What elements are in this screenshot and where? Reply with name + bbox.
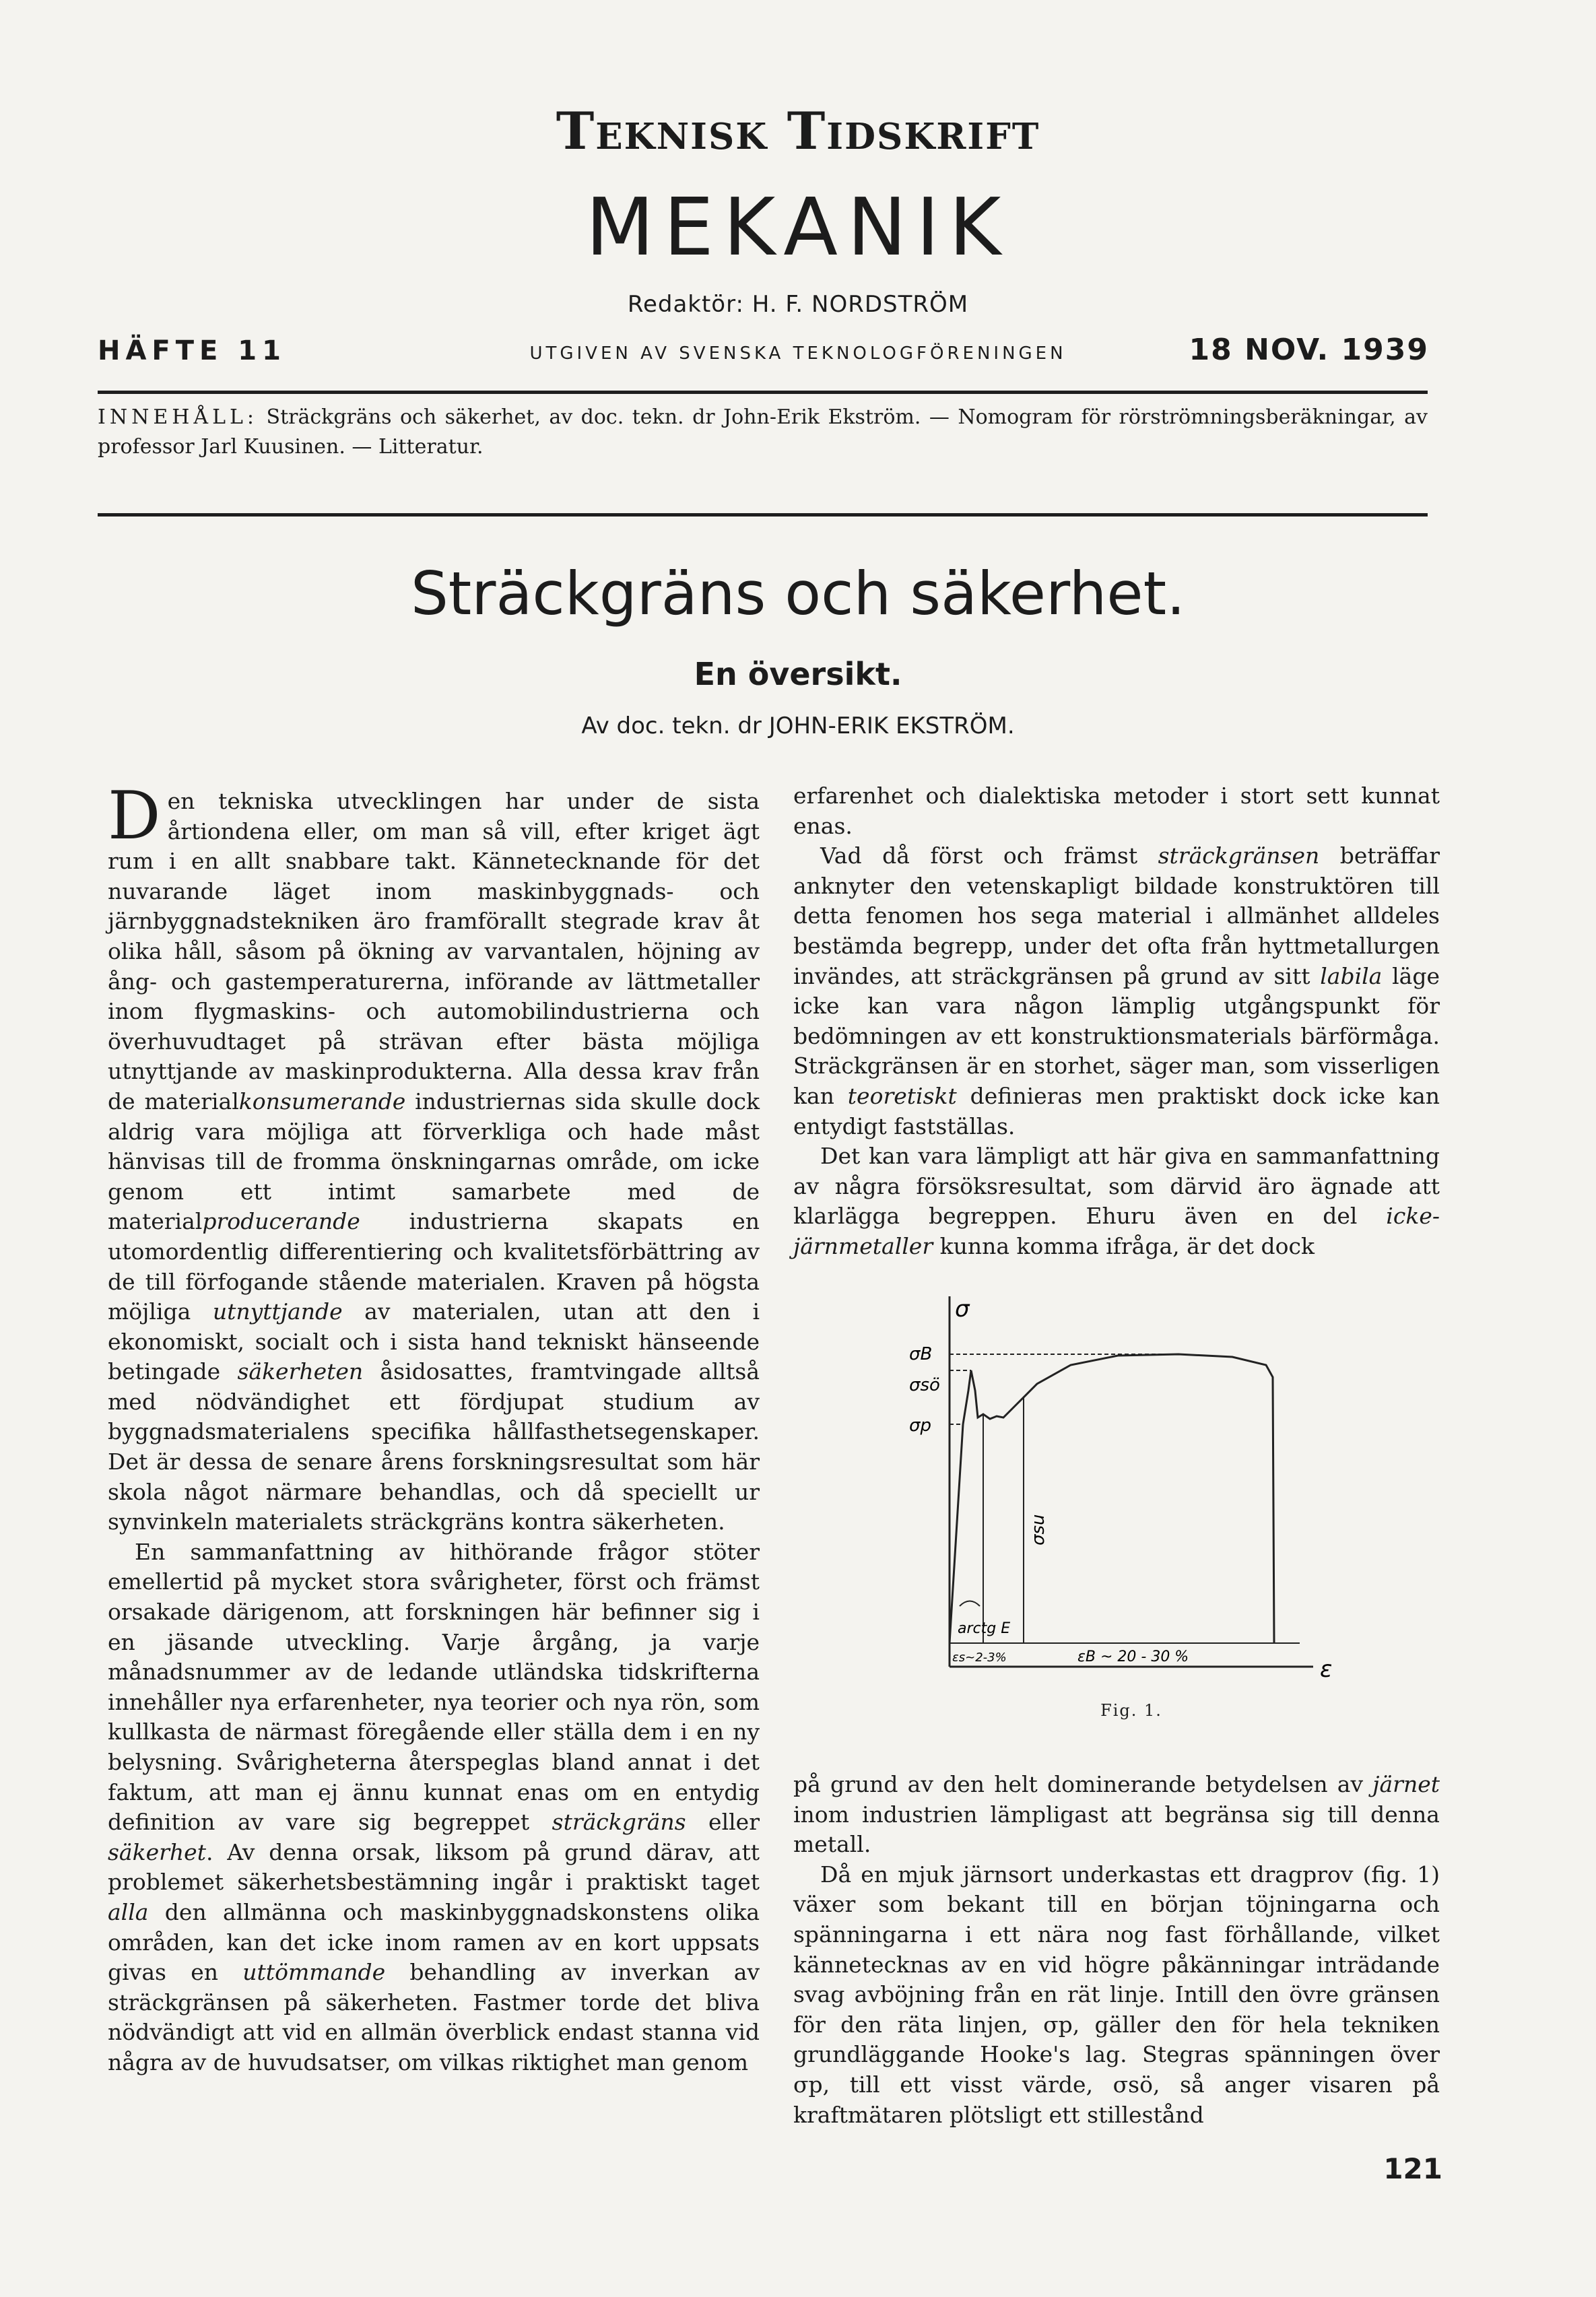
emphasis: säkerhet — [108, 1838, 206, 1865]
page-number: 121 — [1383, 2152, 1442, 2185]
text-run: En sammanfattning av hithörande frågor stöter emellertid på mycket stora svårigheter, först och främst orsakade därigenom, att forskningen här befinner sig i en jäsande utveckling. Varje årgång, ja varje månadsnummer av de ledande utländska tidskrifterna innehåller nya erfarenheter, nya teorier och nya rön, som kullkasta de närmast föregående eller ställa dem i en ny belysning. Svårigheterna återspeglas bland annat i det faktum, att man ej ännu kunnat enas om en entydig definition av vare sig begreppet — [108, 1538, 760, 1836]
emphasis: sträckgräns — [552, 1809, 686, 1836]
article-subtitle: En översikt. — [694, 656, 902, 692]
contents-bottom-rule — [98, 513, 1428, 517]
sigma-p-label: σp — [909, 1416, 931, 1436]
text-run: av materialen, utan att den i ekonomiskt, socialt och i sista hand tekniskt hänseende betingade — [108, 1298, 760, 1385]
text-run: en tekniska utvecklingen har under de sista årtiondena eller, om man så vill, efter kriget ägt rum i en allt snabbare takt. Kännetecknande för det nuvarande läget inom maskinbyggnads- och järnbyggnadstekniken äro framförallt stegrade krav åt olika håll, såsom på ökning av varvantalen, höjning av ång- och gastemperaturerna, införande av lättmetaller inom flygmaskins- och automobilindustrierna och överhuvudtaget på strävan efter bästa möjliga utnyttjande av maskinprodukterna. Alla dessa krav från de material — [108, 788, 760, 1114]
text-run: . Av denna orsak, liksom på grund därav, att problemet säkerhetsbestämning ingår i praktiskt taget — [108, 1838, 760, 1896]
epsilon-b-label: εB ~ 20 - 30 % — [1077, 1649, 1189, 1665]
article-byline: Av doc. tekn. dr JOHN-ERIK EKSTRÖM. — [581, 712, 1015, 739]
text-run: definieras men praktiskt dock icke kan entydigt fastställas. — [793, 1082, 1440, 1139]
contents-top-rule — [98, 391, 1428, 394]
paragraph — [793, 1141, 1440, 1261]
emphasis: producerande — [202, 1208, 360, 1235]
stress-strain-figure — [896, 1290, 1475, 1721]
paragraph — [793, 1770, 1440, 1860]
journal-title: Teknisk Tidskrift — [556, 101, 1040, 161]
right-column-top — [793, 781, 1440, 1262]
text-run: kunna komma ifråga, är det dock — [933, 1232, 1315, 1259]
publisher-line: UTGIVEN AV SVENSKA TEKNOLOGFÖRENINGEN — [529, 343, 1067, 364]
sigma-so-label: σsö — [909, 1375, 940, 1395]
contents-text: Sträckgräns och säkerhet, av doc. tekn. dr John-Erik Ekström. — Nomogram för rörströmningsberäkningar, av professor Jarl Kuusinen. — Litteratur. — [98, 405, 1428, 459]
right-column-bottom — [793, 1770, 1440, 2130]
article-title: Sträckgräns och säkerhet. — [410, 559, 1186, 628]
editor-line: Redaktör: H. F. NORDSTRÖM — [627, 291, 969, 318]
stress-strain-curve — [950, 1354, 1274, 1643]
arctg-label: arctg E — [958, 1620, 1011, 1637]
section-title: MEKANIK — [585, 180, 1011, 273]
paragraph — [108, 778, 760, 1537]
emphasis: teoretiskt — [847, 1082, 957, 1109]
paragraph: Då en mjuk järnsort underkastas ett dragprov (fig. 1) växer som bekant till en början töjningarna och spänningarna i ett nära nog fast förhållande, vilket kännetecknas av en vid högre påkänningar inträdande svag avböjning från en rät linje. Intill den övre gränsen för den räta linjen, σp, gäller den för hela tekniken grundläggande Hooke's lag. Stegras spänningen över σp, till ett visst värde, σsö, så anger visaren på kraftmätaren plötsligt ett stillestånd — [793, 1861, 1440, 2128]
text-run: industrierna skapats en utomordentlig differentiering och kvalitetsförbättring av de till förfogande stående materialen. Kraven på högsta möjliga — [108, 1208, 760, 1325]
emphasis: utnyttjande — [212, 1298, 343, 1325]
text-run: inom industrien lämpligast att begränsa sig till denna metall. — [793, 1801, 1440, 1858]
text-run: eller — [686, 1809, 760, 1836]
emphasis: alla — [108, 1898, 149, 1925]
text-run: läge icke kan vara någon lämplig utgångspunkt för bedömningen av ett konstruktionsmaterials bärförmåga. Sträckgränsen är en storhet, säger man, som visserligen kan — [793, 962, 1440, 1109]
issue-date: 18 NOV. 1939 — [1189, 333, 1429, 367]
drop-cap: D — [108, 778, 161, 855]
text-run: beträffar anknyter den vetenskapligt bildade konstruktören till detta fenomen hos sega material i allmänhet alldeles bestämda begrepp, under det ofta från hyttmetallurgen invändes, att sträckgränsen på grund av sitt — [793, 842, 1440, 989]
axis-epsilon-label: ε — [1320, 1656, 1333, 1683]
text-run: behandling av inverkan av sträckgränsen på säkerheten. Fastmer torde det bliva nödvändigt att vid en allmän överblick endast stanna vid några av de huvudsatser, om vilkas riktighet man genom — [108, 1959, 760, 2075]
axis-sigma-label: σ — [955, 1296, 970, 1323]
emphasis: icke-järnmetaller — [793, 1203, 1440, 1259]
paragraph — [793, 841, 1440, 1141]
text-run: på grund av den helt dominerande betydelsen av — [793, 1771, 1373, 1797]
text-run: Det kan vara lämpligt att här giva en sammanfattning av några försöksresultat, som därvid äro ägnade att klarlägga begreppen. Ehuru även en del — [793, 1143, 1440, 1230]
sigma-su-label: σsu — [1028, 1514, 1049, 1545]
emphasis: säkerheten — [237, 1358, 364, 1385]
left-column — [108, 778, 760, 2078]
epsilon-s-label: εs~2-3% — [952, 1651, 1007, 1665]
arctg-arc — [960, 1601, 980, 1607]
emphasis: uttömmande — [242, 1959, 386, 1986]
contents-label: INNEHÅLL: — [98, 405, 259, 429]
issue-number: HÄFTE 11 — [98, 335, 286, 366]
table-of-contents — [98, 403, 1428, 462]
emphasis: labila — [1320, 962, 1383, 989]
figure-caption: Fig. 1. — [1100, 1701, 1162, 1720]
text-run: industriernas sida skulle dock aldrig vara möjliga att förverkliga och hade måst hänvisas till de fromma önskningarnas område, om icke genom ett intimt samarbete med de material — [108, 1088, 760, 1235]
sigma-b-label: σB — [909, 1344, 933, 1364]
emphasis: sträckgränsen — [1158, 842, 1320, 869]
text-run: den allmänna och maskinbyggnadskonstens olika områden, kan det icke inom ramen av en kort uppsats givas en — [108, 1898, 760, 1986]
emphasis: järnet — [1372, 1771, 1440, 1797]
text-run: åsidosattes, framtvingade alltså med nödvändighet ett fördjupat studium av byggnadsmaterialens specifika hållfasthetsegenskaper. Det är dessa de senare årens forskningsresultat som här skola något närmare behandlas, och då speciellt ur synvinkeln materialets sträckgräns kontra säkerheten. — [108, 1358, 760, 1535]
text-run: Vad då först och främst — [820, 842, 1158, 869]
paragraph — [108, 1537, 760, 2078]
paragraph: erfarenhet och dialektiska metoder i stort sett kunnat enas. — [793, 783, 1440, 839]
emphasis: konsumerande — [238, 1088, 406, 1114]
